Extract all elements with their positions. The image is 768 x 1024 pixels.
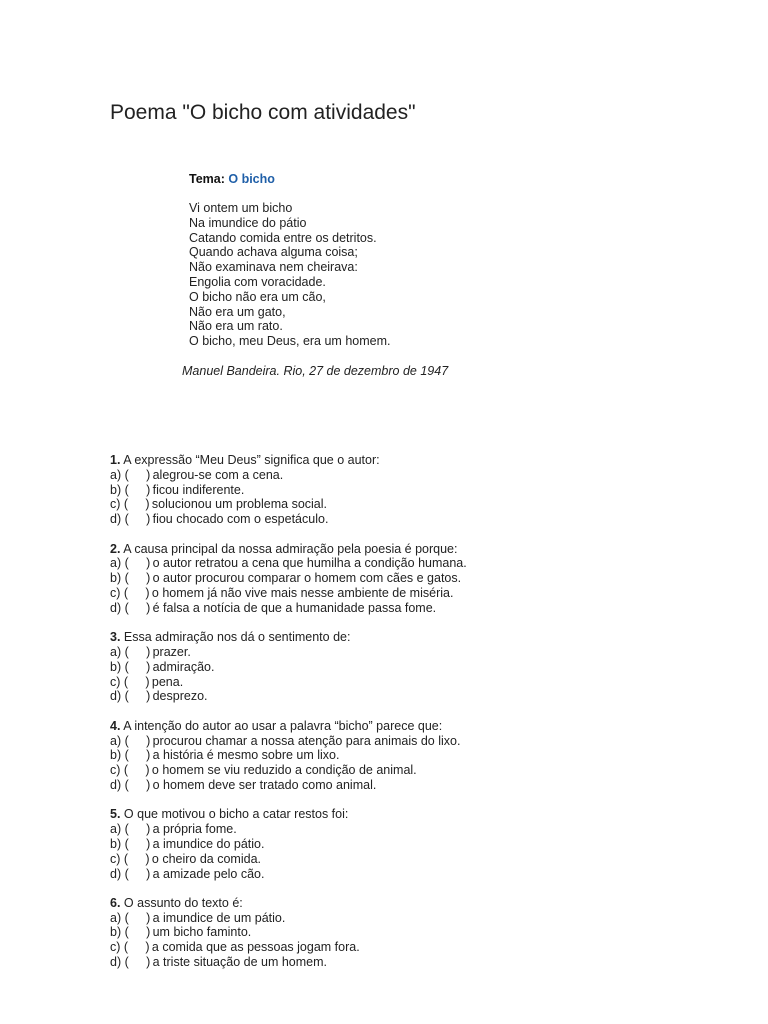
option-letter: b) bbox=[110, 748, 122, 763]
question-number: 4. bbox=[110, 718, 121, 733]
questions-list bbox=[110, 453, 750, 984]
answer-checkbox[interactable]: ( ) bbox=[123, 585, 150, 600]
answer-option bbox=[110, 748, 750, 763]
answer-option bbox=[110, 763, 750, 778]
option-text: o homem deve ser tratado como animal. bbox=[152, 777, 377, 792]
question-number: 3. bbox=[110, 630, 121, 645]
answer-option bbox=[110, 778, 750, 793]
question-2 bbox=[110, 542, 750, 616]
option-text: a imundice de um pátio. bbox=[152, 910, 286, 925]
option-letter: c) bbox=[110, 585, 121, 600]
answer-checkbox[interactable]: ( ) bbox=[124, 910, 151, 925]
question-4 bbox=[110, 719, 750, 793]
answer-option bbox=[110, 689, 750, 704]
option-text: procurou chamar a nossa atenção para animais do lixo. bbox=[152, 733, 461, 748]
answer-checkbox[interactable]: ( ) bbox=[124, 748, 151, 763]
option-text: desprezo. bbox=[152, 689, 208, 704]
answer-option bbox=[110, 660, 750, 675]
question-prompt bbox=[110, 719, 750, 734]
question-text: A causa principal da nossa admiração pela poesia é porque: bbox=[123, 541, 458, 556]
question-number: 2. bbox=[110, 541, 121, 556]
answer-checkbox[interactable]: ( ) bbox=[124, 866, 151, 881]
option-text: solucionou um problema social. bbox=[151, 497, 327, 512]
option-text: alegrou-se com a cena. bbox=[152, 467, 284, 482]
answer-option bbox=[110, 925, 750, 940]
answer-checkbox[interactable]: ( ) bbox=[124, 777, 151, 792]
option-text: admiração. bbox=[152, 659, 215, 674]
answer-option bbox=[110, 512, 750, 527]
answer-option bbox=[110, 852, 750, 867]
page-title: Poema "O bicho com atividades" bbox=[110, 101, 416, 124]
answer-option bbox=[110, 867, 750, 882]
answer-checkbox[interactable]: ( ) bbox=[124, 556, 151, 571]
question-number: 1. bbox=[110, 453, 121, 467]
option-text: o autor retratou a cena que humilha a condição humana. bbox=[152, 556, 467, 571]
question-6 bbox=[110, 896, 750, 970]
question-prompt bbox=[110, 896, 750, 911]
question-text: O que motivou o bicho a catar restos foi: bbox=[123, 807, 349, 822]
option-text: a própria fome. bbox=[152, 822, 237, 837]
answer-checkbox[interactable]: ( ) bbox=[123, 674, 150, 689]
answer-checkbox[interactable]: ( ) bbox=[123, 851, 150, 866]
answer-checkbox[interactable]: ( ) bbox=[124, 733, 151, 748]
option-text: um bicho faminto. bbox=[152, 925, 252, 940]
answer-checkbox[interactable]: ( ) bbox=[124, 955, 151, 970]
option-letter: d) bbox=[110, 512, 122, 527]
option-letter: c) bbox=[110, 851, 121, 866]
question-prompt bbox=[110, 807, 750, 822]
answer-checkbox[interactable]: ( ) bbox=[124, 659, 151, 674]
theme-value: O bicho bbox=[228, 172, 275, 186]
answer-option bbox=[110, 556, 750, 571]
option-letter: c) bbox=[110, 763, 121, 778]
option-letter: d) bbox=[110, 600, 122, 615]
answer-option bbox=[110, 468, 750, 483]
option-text: a triste situação de um homem. bbox=[152, 955, 327, 970]
option-text: o homem se viu reduzido a condição de animal. bbox=[151, 763, 417, 778]
option-letter: a) bbox=[110, 467, 122, 482]
answer-option bbox=[110, 911, 750, 926]
poem-verse: Engolia com voracidade. bbox=[189, 274, 326, 289]
option-text: é falsa a notícia de que a humanidade passa fome. bbox=[152, 600, 437, 615]
poem-signature: Manuel Bandeira. Rio, 27 de dezembro de 1947 bbox=[182, 364, 449, 378]
option-text: fiou chocado com o espetáculo. bbox=[152, 512, 329, 527]
option-letter: b) bbox=[110, 482, 122, 497]
answer-checkbox[interactable]: ( ) bbox=[123, 497, 150, 512]
answer-option bbox=[110, 734, 750, 749]
poem-verse: Quando achava alguma coisa; bbox=[189, 245, 358, 260]
option-letter: a) bbox=[110, 733, 122, 748]
question-1 bbox=[110, 453, 750, 527]
option-letter: c) bbox=[110, 940, 121, 955]
answer-checkbox[interactable]: ( ) bbox=[124, 822, 151, 837]
answer-option bbox=[110, 675, 750, 690]
answer-checkbox[interactable]: ( ) bbox=[124, 482, 151, 497]
question-text: Essa admiração nos dá o sentimento de: bbox=[123, 630, 351, 645]
option-letter: a) bbox=[110, 822, 122, 837]
option-letter: d) bbox=[110, 955, 122, 970]
poem-verse: Vi ontem um bicho bbox=[189, 201, 293, 215]
option-text: o cheiro da comida. bbox=[151, 851, 261, 866]
option-text: o autor procurou comparar o homem com cães e gatos. bbox=[152, 571, 462, 586]
question-number: 5. bbox=[110, 807, 121, 822]
option-text: prazer. bbox=[152, 644, 191, 659]
option-letter: d) bbox=[110, 866, 122, 881]
question-5 bbox=[110, 807, 750, 881]
question-text: A expressão “Meu Deus” significa que o autor: bbox=[123, 453, 380, 467]
answer-option bbox=[110, 822, 750, 837]
poem-verse: O bicho, meu Deus, era um homem. bbox=[189, 334, 391, 349]
option-text: pena. bbox=[151, 674, 184, 689]
option-letter: d) bbox=[110, 689, 122, 704]
answer-option bbox=[110, 645, 750, 660]
question-prompt bbox=[110, 630, 750, 645]
option-text: a imundice do pátio. bbox=[152, 836, 265, 851]
option-text: ficou indiferente. bbox=[152, 482, 245, 497]
option-text: a amizade pelo cão. bbox=[152, 866, 265, 881]
option-letter: c) bbox=[110, 497, 121, 512]
theme-label: Tema: bbox=[189, 172, 225, 186]
answer-checkbox[interactable]: ( ) bbox=[124, 689, 151, 704]
option-letter: b) bbox=[110, 571, 122, 586]
answer-checkbox[interactable]: ( ) bbox=[124, 644, 151, 659]
answer-checkbox[interactable]: ( ) bbox=[123, 763, 150, 778]
option-letter: d) bbox=[110, 777, 122, 792]
option-letter: a) bbox=[110, 556, 122, 571]
poem-verse: Não era um rato. bbox=[189, 319, 283, 334]
answer-checkbox[interactable]: ( ) bbox=[124, 925, 151, 940]
answer-checkbox[interactable]: ( ) bbox=[124, 600, 151, 615]
poem-verse: Na imundice do pátio bbox=[189, 215, 307, 230]
answer-checkbox[interactable]: ( ) bbox=[124, 571, 151, 586]
option-text: a história é mesmo sobre um lixo. bbox=[152, 748, 340, 763]
theme-line bbox=[189, 171, 275, 187]
answer-option bbox=[110, 940, 750, 955]
poem-verse: Não examinava nem cheirava: bbox=[189, 260, 358, 275]
question-text: O assunto do texto é: bbox=[123, 895, 243, 910]
answer-checkbox[interactable]: ( ) bbox=[124, 836, 151, 851]
option-letter: b) bbox=[110, 836, 122, 851]
answer-option bbox=[110, 571, 750, 586]
answer-option bbox=[110, 601, 750, 616]
question-text: A intenção do autor ao usar a palavra “bicho” parece que: bbox=[123, 718, 443, 733]
answer-option bbox=[110, 483, 750, 498]
answer-checkbox[interactable]: ( ) bbox=[124, 467, 151, 482]
poem bbox=[189, 201, 390, 349]
option-letter: a) bbox=[110, 644, 122, 659]
poem-verse: Não era um gato, bbox=[189, 304, 286, 319]
question-prompt bbox=[110, 542, 750, 557]
poem-verse: O bicho não era um cão, bbox=[189, 289, 326, 304]
answer-option bbox=[110, 586, 750, 601]
answer-option bbox=[110, 497, 750, 512]
answer-option bbox=[110, 837, 750, 852]
option-letter: a) bbox=[110, 910, 122, 925]
option-letter: b) bbox=[110, 659, 122, 674]
option-letter: b) bbox=[110, 925, 122, 940]
question-prompt bbox=[110, 453, 750, 468]
answer-option bbox=[110, 955, 750, 970]
question-3 bbox=[110, 630, 750, 704]
option-letter: c) bbox=[110, 674, 121, 689]
question-number: 6. bbox=[110, 895, 121, 910]
option-text: a comida que as pessoas jogam fora. bbox=[151, 940, 360, 955]
poem-verse: Catando comida entre os detritos. bbox=[189, 230, 377, 245]
option-text: o homem já não vive mais nesse ambiente de miséria. bbox=[151, 585, 454, 600]
answer-checkbox[interactable]: ( ) bbox=[124, 512, 151, 527]
answer-checkbox[interactable]: ( ) bbox=[123, 940, 150, 955]
